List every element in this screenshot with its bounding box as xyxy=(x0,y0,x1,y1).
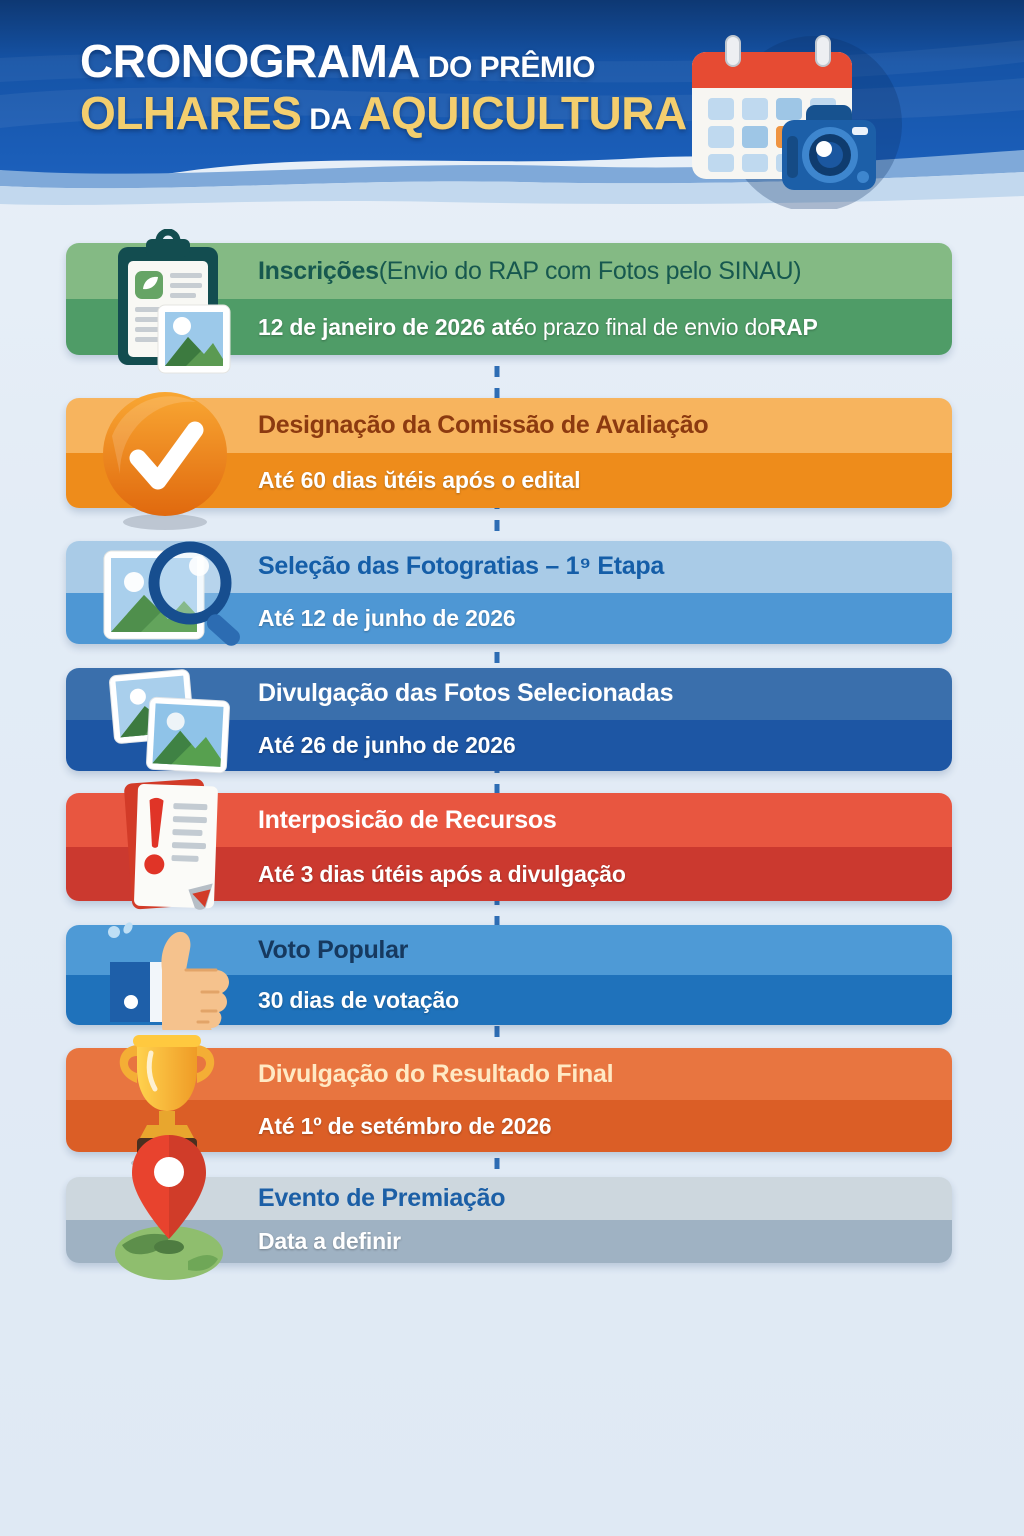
text-segment: o prazo final de envio do xyxy=(524,313,770,340)
text-segment: Divulgação do Resultado Final xyxy=(258,1059,614,1088)
step-title xyxy=(258,1048,936,1100)
title-segment: DO PRÊMIO xyxy=(419,51,595,84)
step-date xyxy=(258,1220,936,1263)
calendar-camera-icon xyxy=(664,24,904,209)
text-segment: Até 26 de junho de 2026 xyxy=(258,731,516,758)
text-segment: Evento de Premiação xyxy=(258,1184,506,1212)
step-date xyxy=(258,593,936,645)
title-segment: OLHARES xyxy=(80,86,302,139)
text-segment: Até 12 de junho de 2026 xyxy=(258,604,516,631)
text-segment: RAP xyxy=(769,313,818,340)
timeline-step xyxy=(66,243,952,355)
page-title-line1 xyxy=(80,36,687,88)
step-date xyxy=(258,1100,936,1152)
timeline-step xyxy=(66,541,952,644)
header-banner xyxy=(0,0,1024,235)
text-segment: Designação da Comissão de Avaliação xyxy=(258,411,709,439)
title-segment: CRONOGRAMA xyxy=(80,35,420,87)
text-segment: Até 1º de setémbro de 2026 xyxy=(258,1112,552,1139)
title-segment: AQUICULTURA xyxy=(358,86,687,139)
timeline-step xyxy=(66,1177,952,1263)
text-segment: 30 dias de votação xyxy=(258,986,459,1013)
text-segment: Voto Popular xyxy=(258,935,409,964)
step-date xyxy=(258,847,936,901)
step-title xyxy=(258,243,936,299)
timeline-step xyxy=(66,925,952,1025)
photo-search-icon xyxy=(98,535,248,655)
text-segment: Divulgação das Fotos Selecionadas xyxy=(258,679,674,708)
timeline-step xyxy=(66,398,952,508)
clipboard-photo-icon xyxy=(102,229,232,381)
text-segment: Até 3 dias útéis após a divulgação xyxy=(258,860,626,887)
check-icon xyxy=(100,386,230,532)
step-title xyxy=(258,1177,936,1220)
alert-document-icon xyxy=(106,777,228,917)
timeline-step xyxy=(66,668,952,771)
title-segment: DA xyxy=(301,102,359,136)
step-title xyxy=(258,398,936,453)
map-pin-icon xyxy=(94,1133,244,1285)
thumbs-up-icon xyxy=(100,918,232,1030)
text-segment: Interposicão de Recursos xyxy=(258,805,557,834)
text-segment: (Envio do RAP com Fotos pelo SINAU) xyxy=(378,256,802,285)
page-title xyxy=(80,36,687,139)
text-segment: Data a definir xyxy=(258,1228,401,1254)
step-date xyxy=(258,299,936,355)
step-title xyxy=(258,668,936,720)
step-date xyxy=(258,453,936,508)
step-title xyxy=(258,793,936,847)
photos-icon xyxy=(102,665,234,781)
text-segment: 12 de janeiro de 2026 até xyxy=(258,313,525,340)
text-segment: Seleção das Fotogratias – 1⁹ Etapa xyxy=(258,552,664,581)
text-segment: Até 60 dias ŭtéis após o edital xyxy=(258,467,581,493)
step-date xyxy=(258,720,936,772)
page-title-line2 xyxy=(80,88,687,140)
text-segment: Inscrições xyxy=(258,256,379,285)
step-date xyxy=(258,975,936,1025)
step-title xyxy=(258,925,936,975)
step-title xyxy=(258,541,936,593)
timeline-step xyxy=(66,793,952,901)
